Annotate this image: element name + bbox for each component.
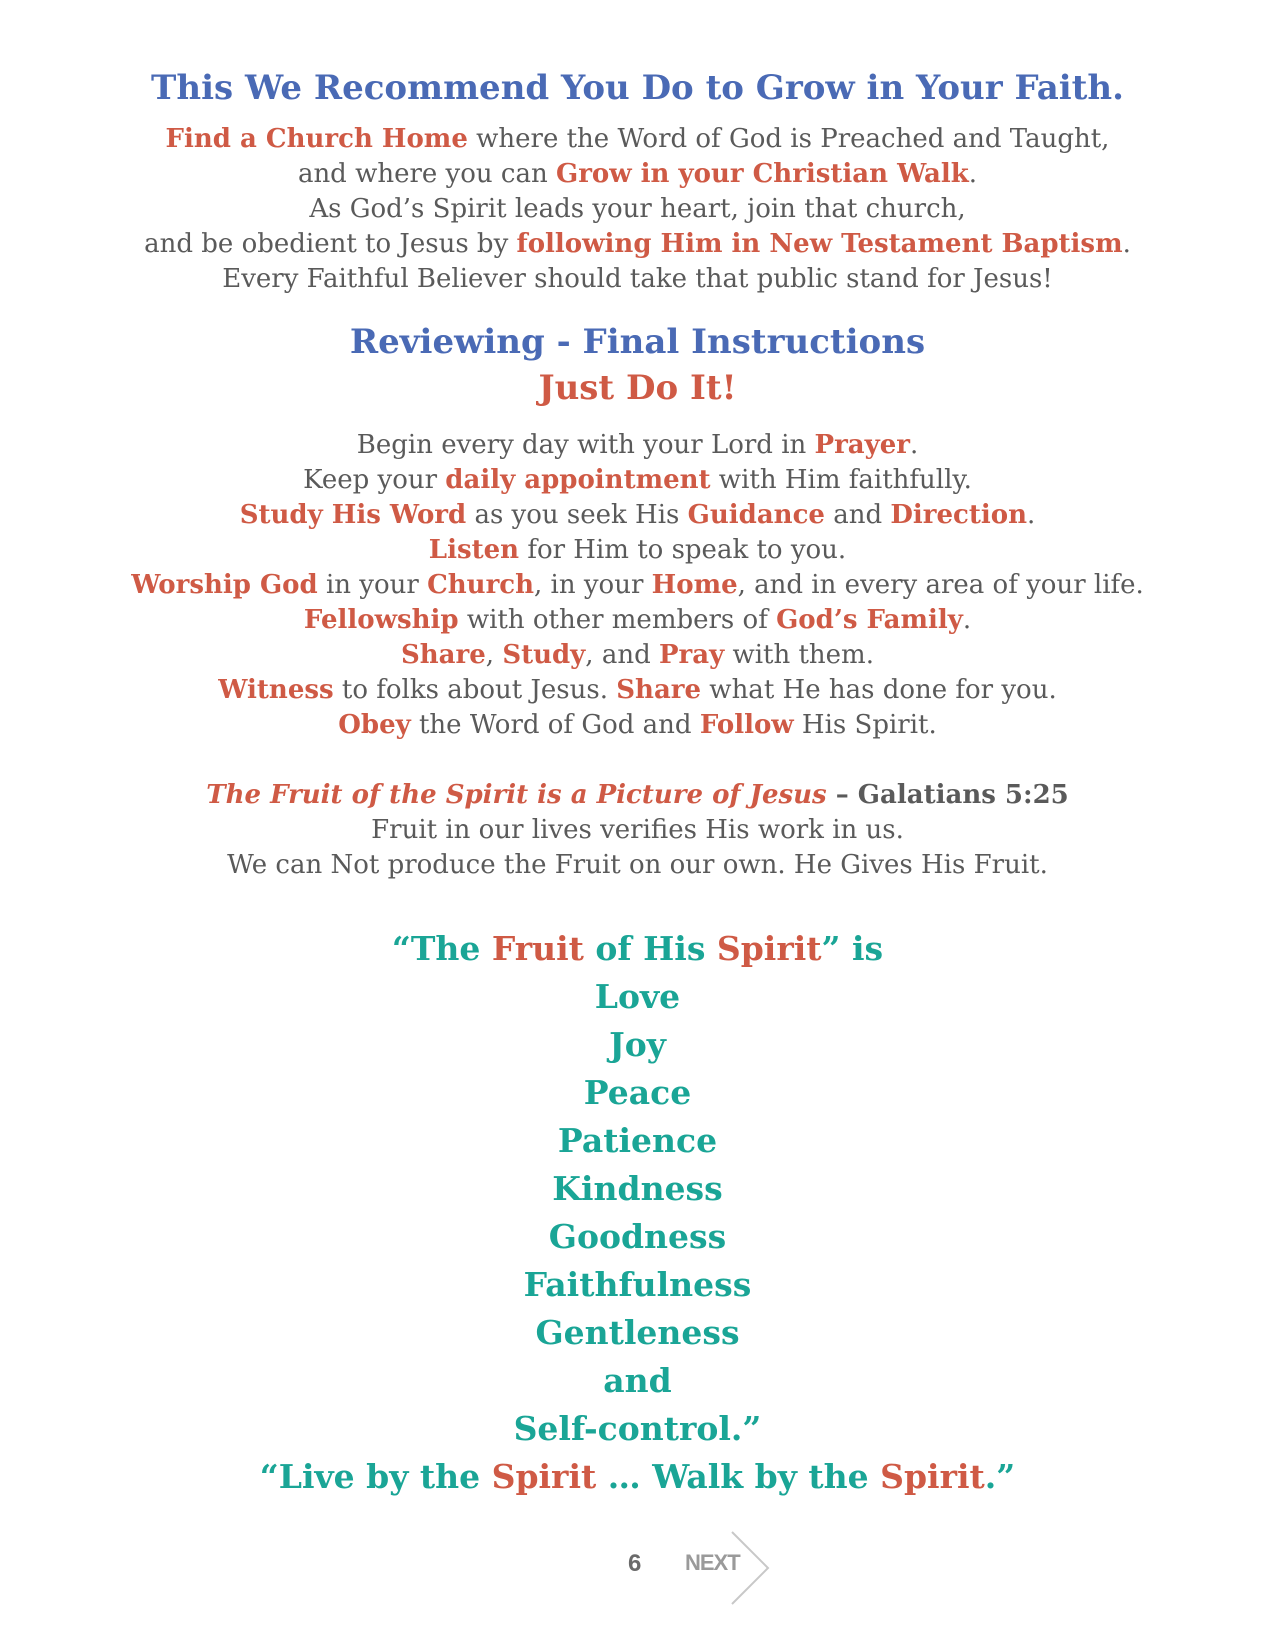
highlight-text: Spirit [880, 1457, 985, 1496]
text-line [0, 463, 1275, 498]
text-span: in your [317, 570, 428, 600]
text-line [0, 638, 1275, 673]
highlight-text: daily appointment [445, 465, 711, 495]
highlight-text: Direction [890, 500, 1028, 530]
section-subtitle: Just Do It! [538, 368, 737, 408]
chevron-right-icon [731, 1530, 771, 1606]
highlight-text: Worship God [131, 570, 318, 600]
text-line [0, 428, 1275, 463]
highlight-text: The Fruit of the Spirit is a Picture of Jesus [206, 780, 827, 810]
text-span: of His [583, 929, 717, 968]
fruit-item: Gentleness [535, 1313, 740, 1352]
text-span: .” [984, 1457, 1016, 1496]
page-number: 6 [628, 1550, 642, 1577]
text-line: Fruit in our lives verifies His work in us. [371, 815, 904, 845]
text-span: , and [585, 640, 659, 670]
fruit-item: Joy [609, 1025, 666, 1064]
fruit-item: Peace [583, 1073, 692, 1112]
highlight-text: Share [616, 675, 702, 705]
text-span: . [962, 605, 972, 635]
highlight-text: Study His Word [239, 500, 467, 530]
text-span: . [968, 159, 978, 189]
text-line [0, 122, 1275, 157]
next-button[interactable] [685, 1530, 785, 1606]
fruit-item: Patience [557, 1121, 718, 1160]
fruit-item: and [603, 1361, 672, 1400]
text-span: with other members of [458, 605, 777, 635]
text-span: . [909, 430, 919, 460]
text-span: , and in every area of your life. [737, 570, 1144, 600]
highlight-text: Prayer [814, 430, 910, 460]
text-span: Keep your [303, 465, 446, 495]
section-instructions-body [0, 428, 1275, 743]
text-line [0, 673, 1275, 708]
section-title-grow: This We Recommend You Do to Grow in Your Faith. [151, 68, 1124, 108]
highlight-text: Fellowship [303, 605, 459, 635]
text-line [0, 533, 1275, 568]
highlight-text: Spirit [716, 929, 822, 968]
highlight-text: Grow in your Christian Walk [555, 159, 969, 189]
highlight-text: Share [401, 640, 486, 670]
text-span: , [485, 640, 503, 670]
fruit-of-spirit-list [0, 925, 1275, 1501]
text-span: the Word of God and [410, 710, 700, 740]
text-span: ” is [821, 929, 884, 968]
text-span: as you seek His [466, 500, 688, 530]
text-line: We can Not produce the Fruit on our own. He Gives His Fruit. [227, 850, 1048, 880]
text-line: Every Faithful Believer should take that public stand for Jesus! [222, 264, 1053, 294]
highlight-text: Guidance [687, 500, 825, 530]
text-span: with Him faithfully. [710, 465, 972, 495]
text-line [0, 227, 1275, 262]
highlight-text: Obey [338, 710, 411, 740]
highlight-text: following Him in New Testament Baptism [516, 229, 1123, 259]
fruit-intro-line [0, 925, 1275, 973]
fruit-item: Faithfulness [523, 1265, 752, 1304]
highlight-text: Pray [658, 640, 725, 670]
text-span: for Him to speak to you. [519, 535, 847, 565]
fruit-item: Self-control.” [513, 1409, 762, 1448]
highlight-text: Witness [218, 675, 334, 705]
highlight-text: Listen [428, 535, 520, 565]
text-span: . [1122, 229, 1131, 259]
highlight-text: Fruit [491, 929, 584, 968]
text-span: . [1027, 500, 1036, 530]
text-line [0, 498, 1275, 533]
text-line [0, 157, 1275, 192]
text-span: His Spirit. [793, 710, 937, 740]
highlight-text: Spirit [491, 1457, 597, 1496]
page-footer [0, 1530, 1275, 1610]
text-span: Begin every day with your Lord in [356, 430, 815, 460]
text-span: to folks about Jesus. [333, 675, 617, 705]
next-label: NEXT [685, 1550, 740, 1575]
text-span: and where you can [297, 159, 556, 189]
section-title-reviewing: Reviewing - Final Instructions [349, 322, 926, 362]
highlight-text: Study [502, 640, 586, 670]
highlight-text: Church [427, 570, 535, 600]
text-span: and be obedient to Jesus by [144, 229, 517, 259]
text-span: , in your [534, 570, 652, 600]
section-fruit-intro [0, 778, 1275, 883]
text-span: where the Word of God is Preached and Taught, [467, 124, 1110, 154]
text-line [0, 708, 1275, 743]
text-span: “Live by the [259, 1457, 492, 1496]
text-line [0, 778, 1275, 813]
text-span: what He has done for you. [701, 675, 1057, 705]
highlight-text: Home [651, 570, 738, 600]
text-span: and [824, 500, 891, 530]
scripture-reference: – Galatians 5:25 [826, 780, 1069, 810]
fruit-item: Kindness [552, 1169, 723, 1208]
fruit-item: Goodness [548, 1217, 727, 1256]
text-span: with them. [724, 640, 874, 670]
highlight-text: Follow [699, 710, 794, 740]
highlight-text: Find a Church Home [165, 124, 468, 154]
section-grow-body [0, 122, 1275, 297]
closing-line [0, 1453, 1275, 1501]
highlight-text: God’s Family [776, 605, 963, 635]
text-line: As God’s Spirit leads your heart, join that church, [309, 194, 966, 224]
text-span: “The [391, 929, 492, 968]
text-line [0, 568, 1275, 603]
fruit-item: Love [594, 977, 681, 1016]
text-line [0, 603, 1275, 638]
text-span: … Walk by the [596, 1457, 881, 1496]
